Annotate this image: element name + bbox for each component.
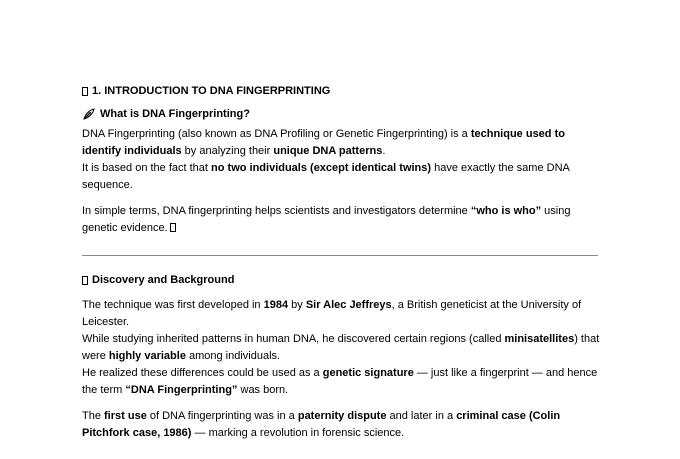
bold-run: Sir Alec Jeffreys [305, 299, 392, 311]
section-heading-discovery [82, 273, 602, 287]
text-run: . [382, 145, 386, 157]
text-run: using genetic evidence. [82, 205, 571, 234]
intro-paragraph-1 [82, 126, 602, 194]
text-run: have exactly the same DNA sequence. [82, 162, 570, 191]
bold-run: “DNA Fingerprinting” [125, 384, 238, 396]
bold-run: technique used to identify individuals [82, 128, 565, 157]
bold-run: first use [104, 410, 147, 422]
bold-run: unique DNA patterns [273, 145, 383, 157]
text-run: — just like a fingerprint — and hence the term [82, 367, 598, 396]
intro-paragraph-2 [82, 203, 602, 237]
text-run: The [82, 410, 105, 422]
text-run: by analyzing their [181, 145, 274, 157]
subheading-text: What is DNA Fingerprinting? [100, 108, 250, 120]
text-run: by [288, 299, 306, 311]
text-run: , a British geneticist at the University of Leicester. [82, 299, 582, 328]
text-run: It is based on the fact that [82, 162, 212, 174]
bold-run: 1984 [263, 299, 289, 311]
text-run: In simple terms, DNA fingerprinting helps scientists and investigators determine [82, 205, 471, 217]
bold-run: “who is who” [470, 205, 542, 217]
text-run: and later in a [386, 410, 457, 422]
text-run: DNA Fingerprinting (also known as DNA Profiling or Genetic Fingerprinting) is a [82, 128, 471, 140]
text-run: He realized these differences could be used as a [82, 367, 323, 379]
section-heading-text: Discovery and Background [92, 274, 235, 286]
bold-run: paternity dispute [297, 410, 387, 422]
bold-run: minisatellites [504, 333, 575, 345]
bold-run: no two individuals (except identical twins) [211, 162, 432, 174]
text-run: — marking a revolution in forensic science. [191, 427, 405, 439]
missing-glyph-box-icon [170, 223, 176, 232]
discovery-paragraph-1 [82, 297, 602, 399]
text-run: was born. [237, 384, 289, 396]
missing-glyph-box-icon [82, 87, 88, 96]
subheading-what-is [82, 107, 602, 121]
text-run: ) that were [82, 333, 600, 362]
text-run: among individuals. [185, 350, 281, 362]
discovery-paragraph-2 [82, 408, 602, 442]
section-heading-introduction [82, 84, 602, 98]
document-content [82, 84, 602, 442]
text-run: The technique was first developed in [82, 299, 264, 311]
text-run: of DNA fingerprinting was in a [146, 410, 298, 422]
section-heading-text: 1. INTRODUCTION TO DNA FINGERPRINTING [92, 85, 331, 97]
missing-glyph-box-icon [82, 276, 88, 285]
bold-run: highly variable [108, 350, 186, 362]
bold-run: criminal case (Colin Pitchfork case, 1986) [82, 410, 561, 439]
text-run: While studying inherited patterns in human DNA, he discovered certain regions (called [82, 333, 505, 345]
leaf-icon [82, 107, 96, 121]
bold-run: genetic signature [322, 367, 414, 379]
